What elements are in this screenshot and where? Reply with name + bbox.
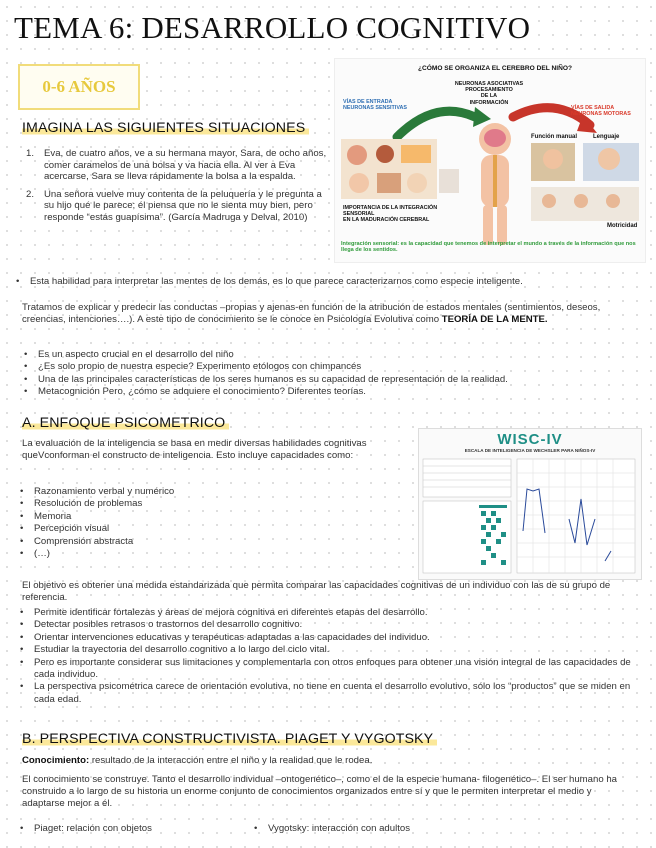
label-importance: IMPORTANCIA DE LA INTEGRACIÓN SENSORIAL EN LA MADURACIÓN CEREBRAL [343,205,438,224]
label-output-pathways: VÍAS DE SALIDA NEURONAS MOTORAS [571,105,631,118]
label-motor: Motricidad [607,223,638,229]
bullet-item: • Detectar posibles retrasos o trastornos del desarrollo cognitivo. [14,619,634,631]
bullet-item: • Pero es importante considerar sus limitaciones y complementarla con otros enfoques para obtener una visión integral de las capacidades de cada individuo. [14,657,634,682]
brain-organization-figure [334,58,646,263]
label-language: Lenguaje [593,134,620,140]
label-associative: NEURONAS ASOCIATIVAS PROCESAMIENTO DE LA INFORMACIÓN [454,81,524,106]
wisc-subtitle: ESCALA DE INTELIGENCIA DE WECHSLER PARA NIÑOS-IV [464,448,596,453]
bullet-item: • Orientar intervenciones educativas y terapéuticas adaptadas a las capacidades del individuo. [14,632,634,644]
bullet-item: • Una de las principales características de los seres humanos es su capacidad de representación de la realidad. [18,374,648,386]
ability-item: • Percepción visual [14,523,394,535]
piaget-bullet [14,823,234,835]
psychometric-objective: El objetivo es obtener una medida estandarizada que permita comparar las capacidades cognitivas de un individuo con las de su grupo de referencia. [22,580,611,603]
section-heading-psychometric: A. ENFOQUE PSICOMETRICO [22,415,229,431]
theory-of-mind-term: TEORÍA DE LA MENTE. [441,313,548,325]
section-heading-constructivist: B. PERSPECTIVA CONSTRUCTIVISTA. PIAGET Y VYGOTSKY [22,731,437,747]
ability-item: • Memoria [14,511,394,523]
situations-list [26,148,330,224]
age-badge-text: 0-6 AÑOS [42,77,116,96]
wisc-profile-graphic [419,429,641,579]
knowledge-term: Conocimiento: [22,755,90,766]
knowledge-definition: Conocimiento: resultado de la interacción entre el niño y la realidad que le rodea. [22,755,373,766]
situation-item-1: 1. Eva, de cuatro años, ve a su hermana mayor, Sara, de ocho años, comer caramelos de una bolsa y va hacia ella. Al ver a Eva acercarse, Sara se lleva rápidamente la bolsa a la espalda. [26,148,327,183]
ability-item: • Resolución de problemas [14,498,394,510]
bullet-item: • Piaget: relación con objetos [14,823,234,835]
vygotsky-bullet [248,823,488,835]
bullet-item: • La perspectiva psicométrica carece de orientación evolutiva, no tiene en cuenta el desarrollo evolutivo, sólo los “productos” que se miden en cada edad. [14,681,634,706]
section-heading-imagine: IMAGINA LAS SIGUIENTES SITUACIONES [22,120,309,136]
page-title: TEMA 6: DESARROLLO COGNITIVO [14,10,531,45]
brain-figure-title: ¿CÓMO SE ORGANIZA EL CEREBRO DEL NIÑO? [417,65,573,72]
situation-item-2: 2. Una señora vuelve muy contenta de la peluquería y le pregunta a su hijo qué le parece; él piensa que no le sienta muy bien, pero responde “estás guapísima”. (García Madruga y Delval, 2010) [26,188,322,223]
habilidad-bullet-list [10,276,650,288]
situation-text: Una señora vuelve muy contenta de la peluquería y le pregunta a su hijo qué le parece; él piensa que no le sienta muy bien, pero responde “estás guapísima”. (García Madruga y Delval, 2010) [44,188,322,223]
tom-bullet-list [18,349,648,399]
bullet-item: • Es un aspecto crucial en el desarrollo del niño [18,349,648,361]
ability-item: • Comprensión abstracta [14,536,394,548]
bullet-item: • Estudiar la trayectoria del desarrollo cognitivo a lo largo del ciclo vital. [14,644,634,656]
theory-of-mind-paragraph: Tratamos de explicar y predecir las conductas –propias y ajenas-en función de la atribución de estados mentales (sentimientos, deseos, creencias, intenciones….). A este tipo de conocimiento se le conoce en Psicología Evolutiva como TEORÍA DE LA MENTE. [22,302,601,325]
psychometric-intro: La evaluación de la inteligencia se basa en medir diversas habilidades cognitivas queVconforman el constructo de inteligencia. Esto incluye capacidades como: [22,438,367,461]
situation-text: Eva, de cuatro años, ve a su hermana mayor, Sara, de ocho años, comer caramelos de una bolsa y va hacia ella. Al ver a Eva acercarse, Sara se lleva rápidamente la bolsa a la espalda. [44,148,327,183]
wisc-iv-figure [418,428,642,580]
brain-figure-caption: Integración sensorial: es la capacidad que tenemos de interpretar el mundo a través de la información que nos llega de los sentidos. [341,241,636,254]
abilities-list [14,486,394,560]
ability-item: • (…) [14,548,394,560]
bullet-item: • Esta habilidad para interpretar las mentes de los demás, es lo que parece caracterizarnos como especie inteligente. [10,276,650,288]
constructivist-paragraph: El conocimiento se construye. Tanto el desarrollo individual –ontogenético–, como el de la especie humana- filogenético–. El ser humano ha construido a lo largo de su historia un enorme conjunto de conocimientos organizados entre sí y que le permiten interpretar el medio y adaptarse mejor a él. [22,774,617,809]
psychometric-bullets [14,607,634,706]
wisc-logo: WISC-IV [497,431,563,448]
bullet-item: • ¿Es solo propio de nuestra especie? Experimento etólogos con chimpancés [18,361,648,373]
label-manual: Función manual [531,134,578,140]
bullet-item: • Vygotsky: interacción con adultos [248,823,488,835]
ability-item: • Razonamiento verbal y numérico [14,486,394,498]
label-input-pathways: VÍAS DE ENTRADA NEURONAS SENSITIVAS [343,99,407,112]
bullet-item: • Permite identificar fortalezas y áreas de mejora cognitiva en diferentes etapas del desarrollo. [14,607,634,619]
age-badge [18,64,140,110]
bullet-item: • Metacognición Pero, ¿cómo se adquiere el conocimiento? Diferentes teorías. [18,386,648,398]
